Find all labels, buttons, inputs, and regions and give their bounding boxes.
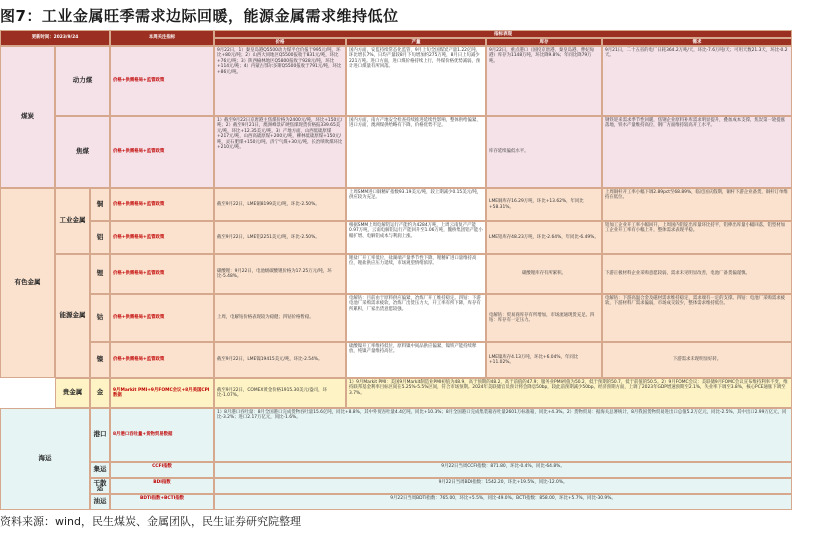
row-label-coking-coal: 焦煤 (55, 116, 110, 188)
focus-coking-coal: 价格+供需格局+监管政策 (110, 116, 214, 188)
focus-header: 本周关注指标 (110, 30, 214, 46)
focus-dry-bulk: BDI指数 (110, 478, 214, 494)
production-lithium: 锂盐厂开工率低位，盐湖端产量季节性下降，锂精矿进口量维持高位，锂盐供应压力延续，市场观望情绪浓厚。 (346, 254, 486, 294)
inventory-power-coal: 9月22日，重点港口（国投京唐港、秦皇岛港、曹妃甸港）库存为1148万吨，环比降9.8%；年同比降79万吨。 (486, 46, 602, 116)
price-header: 价格 (214, 38, 346, 46)
focus-tanker: BDTI指数+BCTI指数 (110, 494, 214, 510)
row-label-port: 港口 (90, 408, 110, 462)
production-nickel: 硫酸镍开工率维持低位，原料镍中间品供应偏紧，镍铁产能持续释放，纯镍产量维持高位。 (346, 342, 486, 378)
focus-power-coal: 价格+供需格局+监管政策 (110, 46, 214, 116)
indicators-header: 指标表现 (214, 30, 792, 38)
production-cobalt: 电解钴：目前由于原料供应偏紧，冶炼厂开工维持稳定。四钴：下游电池厂采购需求疲软，冶炼厂出货压力大，开工率有所下降，库存有所累积，厂家出货意愿较强。 (346, 294, 486, 342)
row-label-container: 集运 (90, 462, 110, 478)
price-copper: 截至9月22日，LME铜8199美元/吨，环比-2.50%。 (214, 188, 346, 221)
focus-cobalt: 价格+供需格局+监管政策 (110, 294, 214, 342)
detail-container: 9月22日当周CCFI指数：871.80，环比-0.4%，同比-64.8%。 (214, 462, 792, 478)
section-nonferrous: 有色金属 (0, 188, 55, 378)
price-nickel: 截至9月22日，LME镍19415美元/吨，环比-2.54%。 (214, 342, 346, 378)
indicator-table (0, 30, 792, 510)
detail-tanker: 9月22日当周BDTI指数：765.00，环比+5.5%，同比-49.0%。BCTI指数：858.00，环比+5.7%，同比-30.9%。 (214, 494, 792, 510)
row-label-dry-bulk: 干散运 (90, 478, 110, 494)
row-label-cobalt: 钴 (90, 294, 110, 342)
price-coking-coal: 1）截至9月22日京唐港主焦煤价格为2400元/吨，环比+150元/吨；2）截至9月21日，澳洲峰景矿硬焦煤现货价格报339.65美元/吨，环比+12.35美元/吨，3）产地方面，山西低硫原煤+217元/吨，山西高硫原煤+200元/吨，柳林低硫原煤+150元/吨，灵石肥煤+150元/吨，济宁气煤+30元/吨，长治喷吹煤环比+210元/吨。 (214, 116, 346, 188)
row-label-copper: 铜 (90, 188, 110, 221)
detail-port: 1）8月港口吞吐量：8月全国港口完成货物吞吐量15.6亿吨，同比+8.8%，其中外贸吞吐量4.4亿吨，同比+10.3%；8月全国港口完成集装箱吞吐量2601万标准箱，同比+4.3%。2）货物贸易：据海关总署统计，8月我国货物贸易进出口总值5.2万亿元，同比-2.5%，其中出口2.99万亿元，同比-3.2%；进口2.17万亿元，同比-1.6%。 (214, 408, 792, 462)
price-aluminum: 截至9月22日，LME铝2251美元/吨，环比-2.50%。 (214, 221, 346, 254)
price-lithium: 碳酸锂：9月22日，电池级碳酸锂价格为17.25万元/吨，环比-5.48%。 (214, 254, 346, 294)
demand-cobalt: 电解钴：下游高温合金及磁材需求维持稳定，需求端有一定的支撑。四钴：电池厂采购需求疲软，下游材料厂需求偏弱，市场成交较少，整体需求维持低位。 (602, 294, 792, 342)
demand-power-coal: 9月21日，二十五省的电厂日耗364.2万吨/天，环比-7.6万吨/天；可用天数21.3天，环比-0.2天。 (602, 46, 792, 116)
inventory-nickel: LME镍库存4.13万吨，环比+6.04%，年同比+11.02%。 (486, 342, 602, 378)
inventory-lithium: 碳酸锂库存有所累积。 (486, 254, 602, 294)
inventory-header: 库存 (486, 38, 602, 46)
section-energy-metals: 能源金属 (55, 254, 90, 378)
inventory-cobalt: 电解钴：贸易商库存有所增加，市场流通现货充足。四钴：库存有一定压力。 (486, 294, 602, 342)
section-industrial-metals: 工业金属 (55, 188, 90, 254)
focus-nickel: 价格+供需格局+监管政策 (110, 342, 214, 378)
detail-gold: 1）9月Markit PMI：美国9月Markit制造业PMI初值为48.9，高于预期的48.2，高于前值的47.9；服务业PMI初值为50.2，低于预期的50.7，低于前值的50.5。2）9月FOMC会议：美联储9月FOMC会议宣布维持利率不变，维持联邦基金利率目标区间在5.25%-5.5%区间，符合市场预期。2024年美联储官员预计将会降息50bp，较此前预期减少50bp。经济预期方面，上调了2023年GDP增速预期至2.1%，失业率下调至3.8%，核心PCE通胀下调至3.7%。 (346, 378, 792, 408)
section-shipping: 海运 (0, 408, 90, 510)
demand-header: 需求 (602, 38, 792, 46)
focus-lithium: 价格+供需格局+监管政策 (110, 254, 214, 294)
inventory-copper: LME铜库存16.29万吨，环比+13.62%，年同比+58.31%。 (486, 188, 602, 221)
price-cobalt: 上周，电解钴价格表现较为稳健；四钴价格暂稳。 (214, 294, 346, 342)
row-label-nickel: 镍 (90, 342, 110, 378)
row-label-lithium: 锂 (90, 254, 110, 294)
inventory-coking-coal: 库存延续偏低水平。 (486, 116, 602, 188)
production-aluminum: 根据SMM上周电解铝运行产能约为4284万吨，上周云南复产产能0.97万吨，云南电解铝运行产能回升至1.06万吨，魏桥集团铝产能小幅扩增、电解铝成本与利润上涨。 (346, 221, 486, 254)
production-header: 产量 (346, 38, 486, 46)
production-coking-coal: 国内方面，南方产地安全检查持续推进延续性影响，整体供给偏紧，进口方面，澳洲煤供给略有下降，价格优势不足。 (346, 116, 486, 188)
demand-lithium: 下游正极材料企业采购意愿较弱，需求未见明显改善，电池厂备货偏谨慎。 (602, 254, 792, 294)
figure-title: 图7：工业金属旺季需求边际回暖，能源金属需求维持低位 (0, 7, 399, 25)
section-coal: 煤炭 (0, 46, 55, 188)
source-note: 资料来源：wind，民生煤炭、金属团队，民生证券研究院整理 (0, 515, 302, 528)
focus-container: CCFI指数 (110, 462, 214, 478)
demand-copper: 上周铜杆开工率小幅下调2.89pct至68.89%，临近国庆假期，铜杆下游企业备货，铜杆订单维持在低位。 (602, 188, 792, 221)
focus-copper: 价格+供需格局+监管政策 (110, 188, 214, 221)
detail-dry-bulk: 9月22日当周BDI指数：1542.20，环比+19.5%，同比-12.0%。 (214, 478, 792, 494)
focus-port: 8月港口吞吐量+货物贸易数据 (110, 408, 214, 462)
section-precious-metals: 贵金属 (55, 378, 90, 408)
inventory-aluminum: LME铝库存48.23万吨，环比-2.64%，年同比-6.49%。 (486, 221, 602, 254)
production-power-coal: 国内方面，安监持续常态化监管，9月上旬全国煤炭产量1.22亿吨，环比增长7%，日均产量较8月下旬增加约275万吨，8月日上旬减少221万吨。进口方面，进口煤价格持续上行，外煤价格优势减弱，预计进口煤量有所回落。 (346, 46, 486, 116)
demand-coking-coal: 钢铁迎来需求季节性回暖，焦钢企业原料补库需求明显提升，叠加成本支撑，焦炭第一轮提涨落地，铁水产量维持高位，钢厂方面维持较高开工水平。 (602, 116, 792, 188)
focus-aluminum: 价格+供需格局+监管政策 (110, 221, 214, 254)
row-label-tanker: 油运 (90, 494, 110, 510)
row-label-power-coal: 动力煤 (55, 46, 110, 116)
price-power-coal: 9月22日，1）秦皇岛港Q5500动力煤平仓价报于995元/吨，环比+80元/吨；2）山西大同地区Q5500报收于831元/吨，环比+76元/吨；3）陕西榆林地区Q5800报收于928元/吨，环比+114元/吨；4）内蒙古鄂尔多斯Q5500报收于791元/吨，环比+86元/吨。 (214, 46, 346, 116)
production-copper: 上周SMM进口铜精矿指数93.19美元/吨，较上期减少0.15美元/吨，供应较为充足。 (346, 188, 486, 221)
update-time-header: 更新时间：2023/9/24 (0, 30, 110, 46)
row-label-aluminum: 铝 (90, 221, 110, 254)
focus-gold: 9月Markit PMI+9月FOMC会议+8月美国CPI数据 (110, 378, 214, 408)
demand-aluminum: 铝加工企业开工率小幅回升，上周国内铝锭出库量环比持平，铝棒出库量小幅回落，铝型材加工企业开工率有小幅上升，整体需求表现平稳。 (602, 221, 792, 254)
demand-nickel: 下游需求未现明显好转。 (602, 342, 792, 378)
row-label-gold: 金 (90, 378, 110, 408)
price-gold: 截至9月22日，COMEX黄金价格1915.30美元/盎司，环比-1.07%。 (214, 378, 346, 408)
